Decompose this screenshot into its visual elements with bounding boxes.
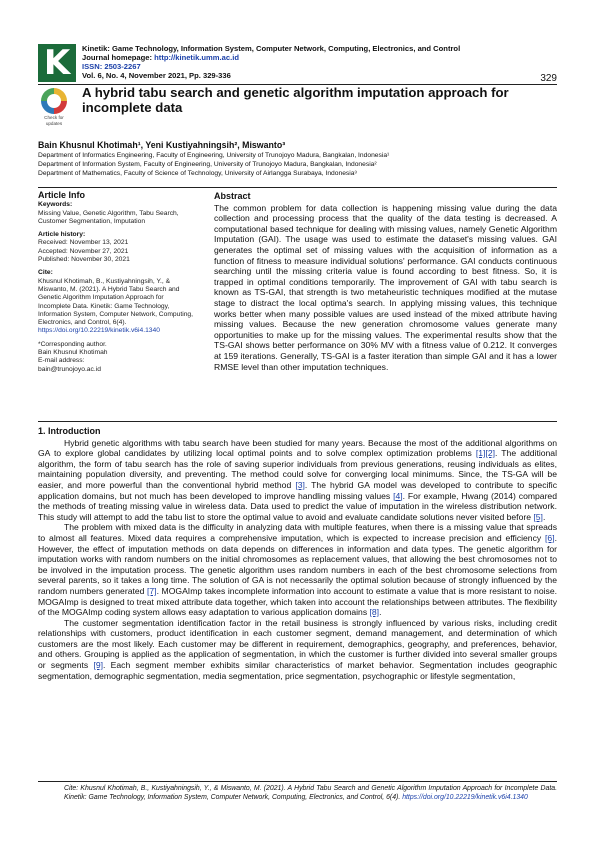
journal-logo: K	[38, 44, 76, 82]
intro-paragraph-1: Hybrid genetic algorithms with tabu search have been studied for many years. Because the most of the additional algorithms on GA to explore global candidates by utilizing local optimal points and to solve complex optimization problems [1][2]. The additional algorithm, the form of tabu search has the role of saving superior individuals from previous generations, reusing individuals as elites, maintaining population diversity, and preventing. The method could solve for converging local minimums. Since, the TS-GA will be easier, and more powerful than the conventional hybrid method [3]. The hybrid GA model was developed to contribute to specific application domains, but not much has been developed to improve handling missing values [4]. For example, Hwang (2014) compared the methods of treating missing value in wireless data. Data used to predict the value of imputation in the wireless distribution network. This study will attempt to add the tabu list to store the optimal value to avoid and evaluate candidate solutions never visited before [5].	[38, 437, 557, 522]
citation-link[interactable]: [4]	[393, 490, 403, 501]
introduction-heading: 1. Introduction	[38, 426, 101, 436]
check-updates-icon	[41, 88, 67, 114]
check-updates-line1: Check for	[44, 115, 64, 120]
abstract-heading: Abstract	[214, 191, 251, 201]
keywords: Missing Value, Genetic Algorithm, Tabu Search, Customer Segmentation, Imputation	[38, 209, 179, 225]
keywords-label: Keywords:	[38, 201, 73, 209]
footer-doi-link[interactable]: https://doi.org/10.22219/kinetik.v6i4.1340	[402, 793, 528, 801]
page-number: 329	[540, 73, 557, 84]
journal-name: Kinetik: Game Technology, Information System, Computer Network, Computing, Electronics, and Control	[82, 44, 461, 53]
email-label: E-mail address:	[38, 357, 85, 365]
check-for-updates-badge[interactable]	[38, 88, 70, 126]
published-date: Published: November 30, 2021	[38, 256, 130, 264]
cite-label: Cite:	[38, 269, 53, 277]
affiliation-1: Department of Informatics Engineering, Faculty of Engineering, University of Trunojoyo Madura, Bangkalan, Indonesia¹	[38, 152, 390, 159]
journal-header	[82, 44, 552, 80]
footer-cite-text: Cite: Khusnul Khotimah, B., Kustiyahningsih, Y., & Miswanto, M. (2021). A Hybrid Tabu Search and Genetic Algorithm Imputation Approach for Incomplete Data. Kinetik: Game Technology, Information System, Computer Network, Computing, Electronics, and Control, 6(4).	[64, 785, 557, 801]
corresponding-name: Bain Khusnul Khotimah	[38, 349, 108, 357]
citation-link[interactable]: [7]	[147, 585, 157, 596]
article-info-heading: Article Info	[38, 190, 86, 200]
corresponding-label: *Corresponding author.	[38, 340, 107, 348]
cite-text: Khusnul Khotimah, B., Kustiyahningsih, Y., & Miswanto, M. (2021). A Hybrid Tabu Search and Genetic Algorithm Imputation Approach for Incomplete Data. Kinetik: Game Technology, Information System, Computer Network, Computing, Electronics, and Control, 6(4).	[38, 277, 193, 327]
citation-link[interactable]: [1][2]	[475, 448, 495, 459]
abstract-text: The common problem for data collection is happening missing value during the data collection and processing process that the quality of the data testing is decreased. A computational based technique for dealing with missing values, namely Genetic Algorithm Imputation (GAI). The usage was used to estimate the dataset's missing values. GAI generates the optimal set of missing values with the acquisition of information as a function of fitness to measure individual solutions' performance. GAI conducts continuous searching until the missing criteria value is found according to best fitness. So, it is trapped in optimal conditions temporarily. The improvement of GAI with tabu search is known as TS-GAI, that strength is two metaheuristic techniques modified at the mutase stage to distract the local optima's search. In applying missing values, this technique works better when many possible values are used instead of the mixed attribute having missing values. Because the new generation chromosome values generate many opportunities to make up for the missing values. The experimental results show that the TS-GAI shows better performance on 30% MV with a fitness value of 0.212. It converges at 159 iterations. Generally, TS-GAI is a faster iteration than simple GAI and it has a lower RMSE level than other imputation techniques.	[214, 202, 557, 372]
paper-title: A hybrid tabu search and genetic algorithm imputation approach for incomplete data	[82, 85, 509, 115]
accepted-date: Accepted: November 27, 2021	[38, 247, 129, 255]
abstract-section	[214, 191, 557, 372]
info-rule	[38, 187, 557, 188]
homepage-label: Journal homepage:	[82, 53, 155, 62]
journal-volume: Vol. 6, No. 4, November 2021, Pp. 329-336	[82, 71, 231, 80]
citation-link[interactable]: [9]	[93, 660, 104, 671]
article-info	[38, 191, 198, 374]
abstract-rule	[38, 421, 557, 422]
footer-rule	[38, 781, 557, 782]
intro-paragraph-2: The problem with mixed data is the difficulty in analyzing data with multiple features, when there is a missing value that spreads to almost all features. Mixed data requires a comprehensive imputation, which is expected to increase precision and efficiency [6]. However, the effect of imputation methods on data depends on differences in information and data types. The genetic algorithm for imputation works with random numbers on the initial chromosomes as replacement values, that allowing the best chromosomes not to be involved in the imputation process. The genetic algorithm uses random numbers in each of the best chromosome selections from several parents, so it takes a long time. The solution of GA is not necessarily the optimal solution because of strongly influenced by the random numbers generated [7]. MOGAImp takes incomplete information into account to estimate a value that is more resistant to noise. MOGAImp is designed to treat mixed attribute data together, which taken into account the relationships between attributes. The flexibility of the MOGAImp coding system allows easy adaptation to various application domains [8].	[38, 522, 557, 618]
intro-paragraph-3: The customer segmentation identification factor in the retail business is strongly influenced by various risks, including credit relationships with customers, product identification in each customer segment, demand management, and determination of which customers are the most likely. Each customer may be different in requirement, demographics, geography, and preferences, behavior, and others. Grouping is applied as the application of segmentation, in which the customer is further divided into several smaller groups or segments [9]. Each segment member exhibits similar characteristics of market behavior. Segmentation includes geographic segmentation, demographic segmentation, media segmentation, price segmentation, psychographic or lifestyle segmentation,	[38, 617, 557, 681]
affiliation-3: Department of Mathematics, Faculty of Science of Technology, University of Airlangga Surabaya, Indonesia³	[38, 170, 357, 177]
introduction-section	[38, 426, 557, 681]
cite-doi-link[interactable]: https://doi.org/10.22219/kinetik.v6i4.1340	[38, 327, 160, 335]
citation-link[interactable]: [6]	[545, 532, 555, 543]
authors: Bain Khusnul Khotimah¹, Yeni Kustiyahningsih², Miswanto³	[38, 140, 286, 150]
email-address[interactable]: bain@trunojoyo.ac.id	[38, 365, 101, 373]
citation-link[interactable]: [5]	[533, 511, 543, 522]
footer-citation	[64, 785, 557, 802]
journal-homepage	[82, 53, 552, 62]
homepage-link[interactable]: http://kinetik.umm.ac.id	[154, 53, 239, 62]
check-updates-line2: updates	[45, 120, 63, 126]
citation-link[interactable]: [3]	[295, 479, 305, 490]
citation-link[interactable]: [8]	[369, 607, 380, 618]
journal-issn: ISSN: 2503-2267	[82, 62, 141, 71]
affiliation-2: Department of Information System, Faculty of Engineering, University of Trunojoyo Madura, Bangkalan, Indonesia²	[38, 161, 377, 168]
history-label: Article history:	[38, 231, 86, 239]
received-date: Received: November 13, 2021	[38, 239, 129, 247]
